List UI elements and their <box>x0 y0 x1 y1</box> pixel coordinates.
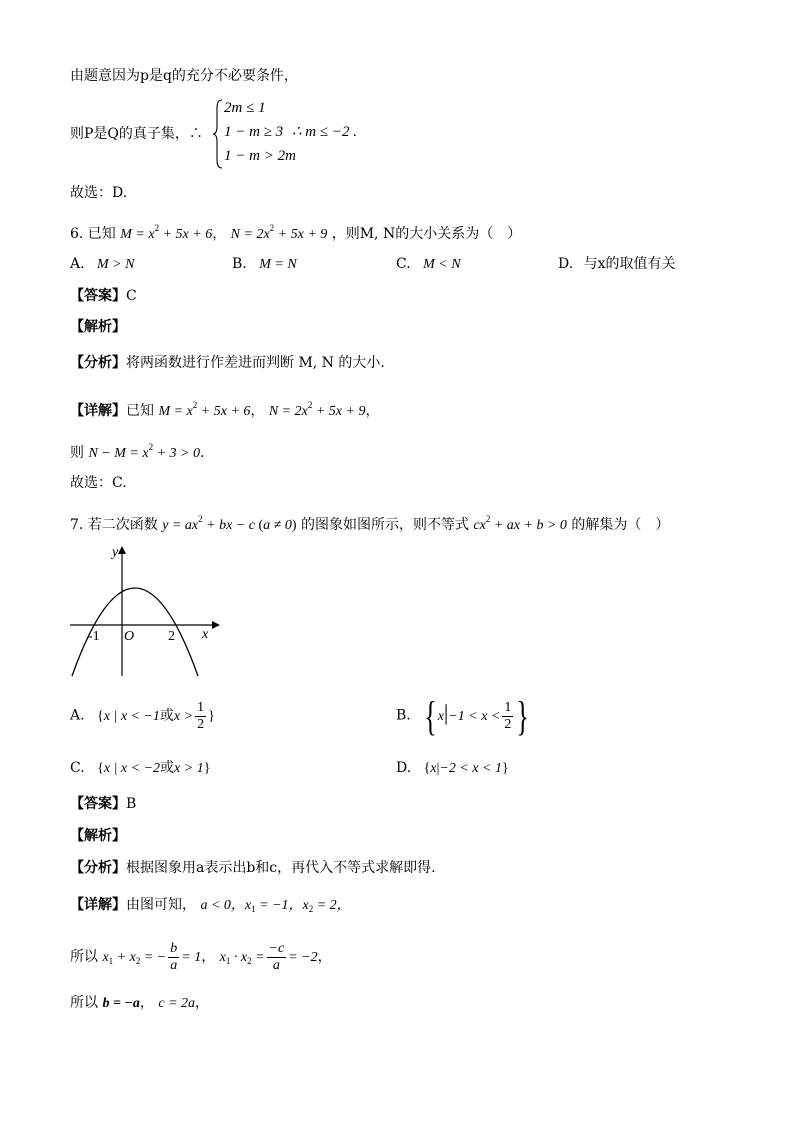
p5-answer: 故选：D. <box>70 185 128 201</box>
p5-line1: 由题意因为p是q的充分不必要条件， <box>70 68 298 84</box>
q6-option-d-label: D. <box>558 256 574 272</box>
xiangjie-prefix: 已知 <box>126 403 154 419</box>
x-axis-label: x <box>202 627 209 642</box>
parabola-graph <box>66 540 226 680</box>
q7-stem <box>70 509 669 536</box>
q6-option-d[interactable] <box>558 254 676 274</box>
q7-option-c[interactable] <box>70 758 210 779</box>
x-axis-arrow-icon <box>212 621 220 629</box>
fenxi-tag: 【分析】 <box>70 355 126 371</box>
answer-value: C <box>126 288 137 304</box>
q6-fenxi <box>70 353 385 373</box>
xiangjie-tag: 【详解】 <box>70 403 126 419</box>
q6-detail-M: $M = x^2 + 5x + 6$ <box>158 400 251 419</box>
q7-conditions: a < 0，$x_1 = -1$，$x_2 = 2$， <box>200 898 351 914</box>
fenxi-text: 将两函数进行作差进而判断 M, N 的大小. <box>126 355 385 371</box>
p5-line2-prefix: 则P是Q的真子集，∴ <box>70 126 203 142</box>
q7-jiexi <box>70 826 126 846</box>
step2-prefix: 则 <box>70 445 84 461</box>
q7-option-d[interactable] <box>396 758 509 779</box>
jiexi-tag: 【解析】 <box>70 828 126 844</box>
q6-formula-M: $M = x^2 + 5x + 6$ <box>120 223 213 242</box>
q7-stem-end: 的解集为（ ） <box>571 517 670 533</box>
q7-option-b-text: {x|−1 < x < $\frac{1}{2}$ } <box>424 692 529 739</box>
q7-fenxi <box>70 858 436 878</box>
q7-function: $y = ax^2$ + bx − c (a ≠ 0) <box>162 514 297 533</box>
q7-option-b[interactable] <box>396 692 530 739</box>
sys-row-2: 1 − m ≥ 3 <box>224 124 284 140</box>
q7-result: 所以 b = −a， c = 2a， <box>70 995 210 1011</box>
q7-inequality: $cx^2$ + ax + b > 0 <box>473 514 567 533</box>
q6-option-a-label: A. <box>70 256 85 272</box>
q6-formula-N: $N = 2x^2 + 5x + 9$ <box>230 223 328 242</box>
q6-option-a[interactable] <box>70 254 134 275</box>
q6-answer-line: 故选：C. <box>70 475 127 491</box>
sys-row-1: 2m ≤ 1 <box>224 100 266 116</box>
q6-step2: 则 $N - M = x^2 + 3 > 0$. <box>70 442 205 461</box>
xiangjie-text: 由图可知， <box>126 897 196 913</box>
q6-answer <box>70 286 137 306</box>
sys-conclusion: ∴ m ≤ −2 . <box>292 124 357 140</box>
answer-tag: 【答案】 <box>70 796 126 812</box>
q7-xiangjie <box>70 895 351 919</box>
q6-stem: 6. 已知 $M = x^2 + 5x + 6$， $N = 2x^2 + 5x + 9$ ，则M, N的大小关系为（ ） <box>70 223 522 242</box>
q6-option-c-text: M < N <box>423 257 461 272</box>
sys-row-3: 1 − m > 2m <box>224 148 296 164</box>
q6-option-d-text: 与x的取值有关 <box>583 256 676 272</box>
q6-detail-N: $N = 2x^2 + 5x + 9$ <box>268 400 366 419</box>
q7-c-equals: c = 2a <box>158 996 196 1011</box>
answer-value: B <box>126 796 137 812</box>
tick-2: 2 <box>168 629 175 644</box>
origin-label: O <box>124 629 135 644</box>
suoyi-1: 所以 <box>70 949 98 965</box>
q6-option-a-text: M > N <box>97 257 135 272</box>
q6-difference: $N - M = x^2 + 3 > 0$ <box>88 442 200 461</box>
tick-neg1: -1 <box>88 629 100 644</box>
q7-option-d-text: {x|−2 < x < 1} <box>423 761 509 776</box>
y-axis-label: y <box>112 545 119 560</box>
q7-stem-prefix: 7. 若二次函数 <box>70 517 158 533</box>
q7-product-roots: $x_1 \cdot x_2$ = $\frac{-c}{a}$ = −2 <box>219 941 318 974</box>
q7-vieta: 所以 $x_1 + x_2$ = − $\frac{b}{a}$ = 1， $x_1 \cdot x_2$ = $\frac{-c}{a}$ = −2， <box>70 941 332 974</box>
q6-option-b[interactable] <box>232 254 297 275</box>
xiangjie-tag: 【详解】 <box>70 897 126 913</box>
q7-option-c-text: {x | x < −2或x > 1} <box>97 761 211 776</box>
q6-option-b-label: B. <box>232 256 247 272</box>
q7-option-d-label: D. <box>396 760 412 776</box>
q7-option-a[interactable] <box>70 700 215 733</box>
q6-option-c[interactable] <box>396 254 461 275</box>
inequality-system <box>212 98 412 170</box>
q7-option-a-text: {x | x < −1或x > $\frac{1}{2}$ } <box>97 700 215 732</box>
q7-stem-mid: 的图象如图所示，则不等式 <box>300 517 469 533</box>
q6-option-c-label: C. <box>396 256 411 272</box>
jiexi-tag: 【解析】 <box>70 319 126 335</box>
q7-sum-roots: $x_1 + x_2$ = − $\frac{b}{a}$ = 1 <box>102 941 202 974</box>
brace-icon <box>212 98 224 170</box>
y-axis-arrow-icon <box>118 546 126 554</box>
answer-tag: 【答案】 <box>70 288 126 304</box>
q6-stem-mid: ，则M, N的大小关系为（ ） <box>331 226 522 242</box>
q6-xiangjie: 【详解】已知 $M = x^2 + 5x + 6$， $N = 2x^2 + 5x + 9$， <box>70 400 380 419</box>
q6-option-b-text: M = N <box>259 257 297 272</box>
q7-option-b-label: B. <box>396 707 411 724</box>
q7-answer <box>70 794 136 814</box>
q7-option-a-label: A. <box>70 707 85 724</box>
q7-option-c-label: C. <box>70 760 85 776</box>
fenxi-text: 根据图象用a表示出b和c，再代入不等式求解即得. <box>126 860 436 876</box>
q7-b-equals: b = −a <box>102 996 140 1011</box>
q6-stem-prefix: 6. 已知 <box>70 226 116 242</box>
suoyi-2: 所以 <box>70 995 98 1011</box>
q6-jiexi <box>70 317 126 337</box>
fenxi-tag: 【分析】 <box>70 860 126 876</box>
